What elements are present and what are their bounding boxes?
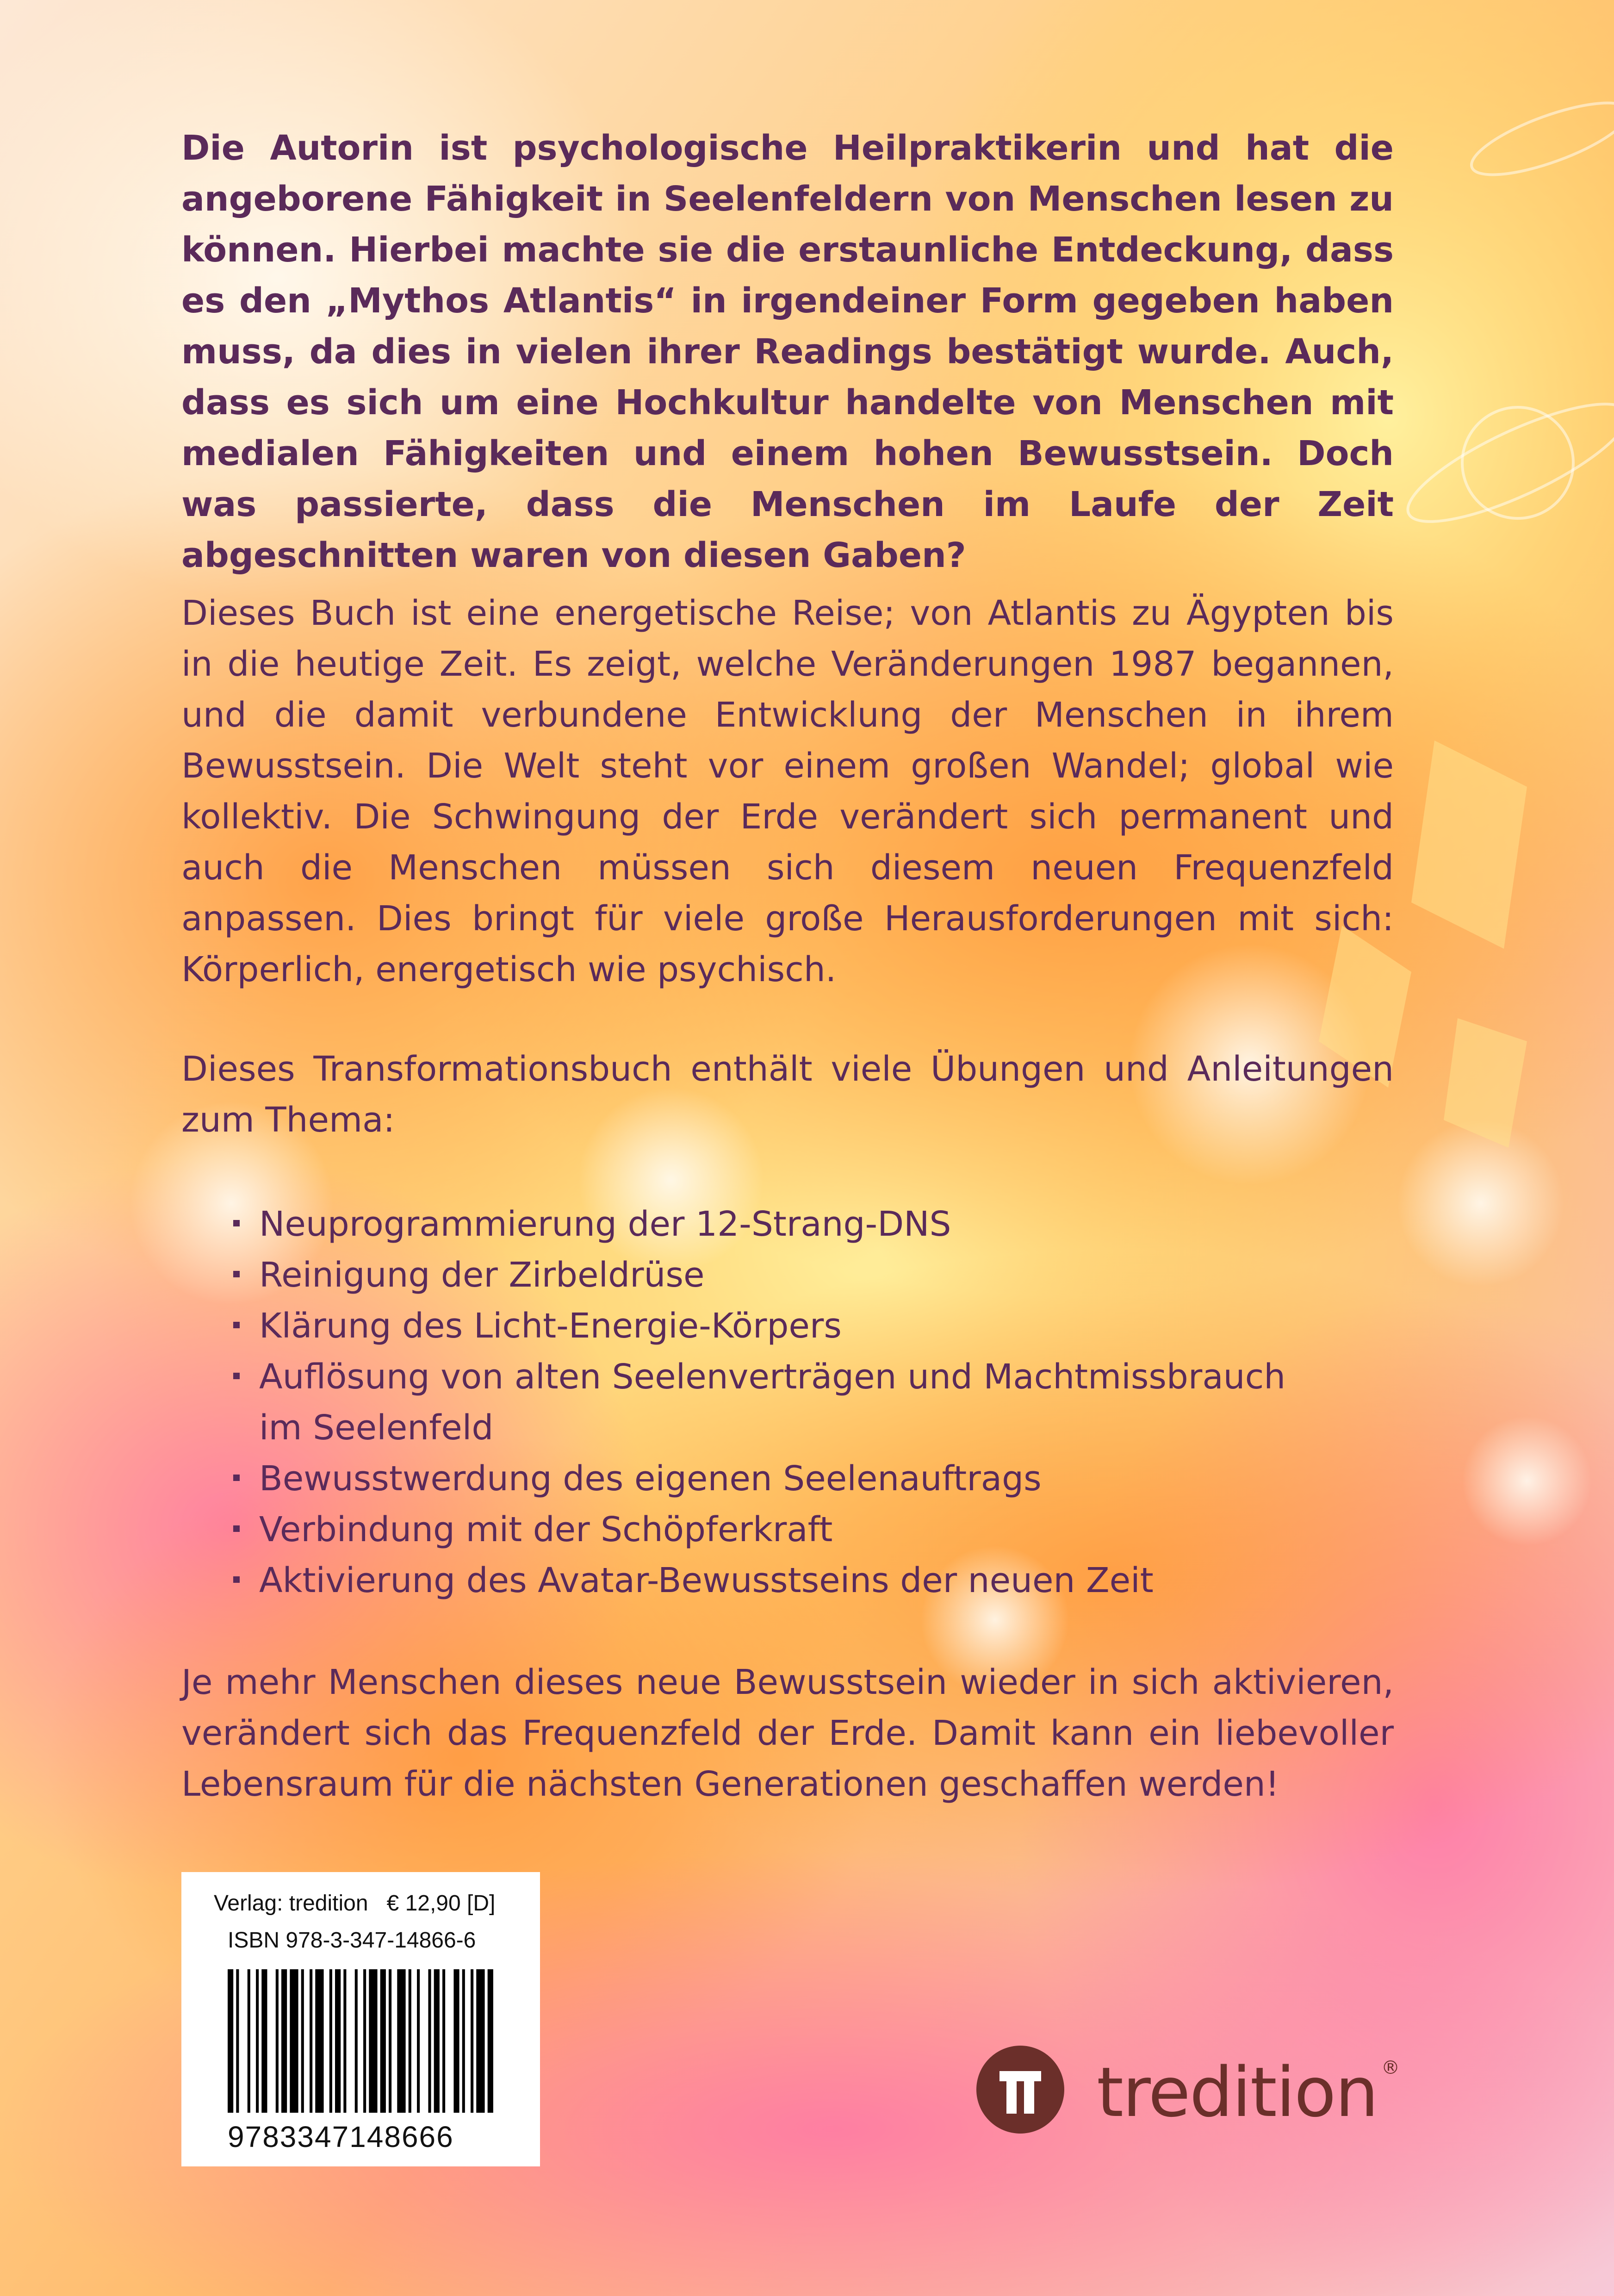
list-item: Auflösung von alten Seelenverträgen und Machtmissbrauch im Seelenfeld (259, 1351, 1323, 1453)
intro-paragraph: Die Autorin ist psychologische Heilpraktikerin und hat die angeborene Fähigkeit in Seelenfeldern von Menschen lesen zu können. Hierbei machte sie die erstaunliche Entdeckung, dass es den „Mythos Atlantis“ in irgendeiner Form gegeben haben muss, da dies in vielen ihrer Readings bestätigt wurde. Auch, dass es sich um eine Hochkultur handelte von Menschen mit medialen Fähigkeiten und einem hohen Bewusstsein. Doch was passierte, dass die Menschen im Laufe der Zeit abgeschnitten waren von diesen Gaben? (181, 128, 1394, 575)
topics-list (259, 1199, 1370, 1606)
list-item: Neuprogrammierung der 12-Strang-DNS (259, 1199, 1370, 1250)
list-item: Verbindung mit der Schöpferkraft (259, 1504, 1370, 1555)
tredition-logo-icon (974, 2043, 1067, 2136)
list-item: Aktivierung des Avatar-Bewusstseins der neuen Zeit (259, 1555, 1370, 1606)
list-item: Reinigung der Zirbeldrüse (259, 1250, 1370, 1300)
publisher-logo (974, 2043, 1418, 2136)
topics-intro-paragraph: Dieses Transformationsbuch enthält viele Übungen und Anleitungen zum Thema: (181, 1049, 1394, 1140)
closing-paragraph: Je mehr Menschen dieses neue Bewusstsein wieder in sich aktivieren, verändert sich das Frequenzfeld der Erde. Damit kann ein liebevoller Lebensraum für die nächsten Generationen geschaffen werden! (181, 1662, 1394, 1804)
publisher-price: Verlag: tredition € 12,90 [D] (214, 1891, 496, 1916)
description-paragraph: Dieses Buch ist eine energetische Reise; von Atlantis zu Ägypten bis in die heutige Zeit. Es zeigt, welche Veränderungen 1987 begannen, und die damit verbundene Entwicklung der Menschen in ihrem Bewusstsein. Die Welt steht vor einem großen Wandel; global wie kollektiv. Die Schwingung der Erde verändert sich permanent und auch die Menschen müssen sich diesem neuen Frequenzfeld anpassen. Dies bringt für viele große Herausforderungen mit sich: Körperlich, energetisch wie psychisch. (181, 593, 1394, 989)
registered-mark: ® (1381, 2057, 1400, 2078)
list-item: Bewusstwerdung des eigenen Seelenauftrags (259, 1453, 1370, 1504)
barcode-number: 9783347148666 (228, 2120, 454, 2153)
isbn-box (181, 1872, 540, 2166)
isbn-number: ISBN 978-3-347-14866-6 (228, 1928, 476, 1953)
barcode (228, 1969, 496, 2113)
logo-wordmark: tredition (1097, 2053, 1378, 2132)
list-item: Klärung des Licht-Energie-Körpers (259, 1300, 1370, 1351)
